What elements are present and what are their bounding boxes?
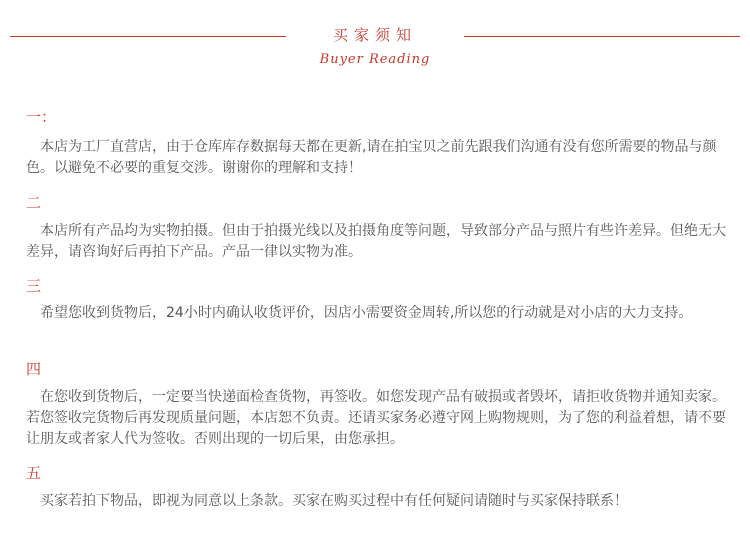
header <box>0 0 750 80</box>
section-body-4: 在您收到货物后，一定要当快递面检查货物，再签收。如您发现产品有破损或者毁坏，请拒收货物并通知卖家。若您签收完货物后再发现质量问题，本店恕不负责。还请买家务必遵守网上购物规则，为了您的利益着想，请不要让朋友或者家人代为签收。否则出现的一切后果，由您承担。 <box>26 389 726 447</box>
section-body-1: 本店为工厂直营店，由于仓库库存数据每天都在更新,请在拍宝贝之前先跟我们沟通有没有您所需要的物品与颜色。以避免不必要的重复交涉。谢谢你的理解和支持！ <box>26 139 717 176</box>
section-body-5: 买家若拍下物品，即视为同意以上条款。买家在购买过程中有任何疑问请随时与买家保持联系！ <box>40 493 628 509</box>
section-heading-4: 四 <box>26 360 42 378</box>
section-heading-2: 二 <box>26 194 42 212</box>
section-body-2: 本店所有产品均为实物拍摄。但由于拍摄光线以及拍摄角度等问题，导致部分产品与照片有些许差异。但绝无大差异，请咨询好后再拍下产品。产品一律以实物为准。 <box>26 223 726 260</box>
section-body-3: 希望您收到货物后，24小时内确认收货评价，因店小需要资金周转,所以您的行动就是对小店的大力支持。 <box>40 305 693 321</box>
section-heading-3: 三 <box>26 277 42 295</box>
page-title: 买家须知 <box>332 26 417 44</box>
header-rule-right <box>464 36 740 37</box>
page-subtitle: Buyer Reading <box>319 52 431 67</box>
section-heading-5: 五 <box>26 464 42 482</box>
section-heading-1: 一： <box>26 108 57 126</box>
